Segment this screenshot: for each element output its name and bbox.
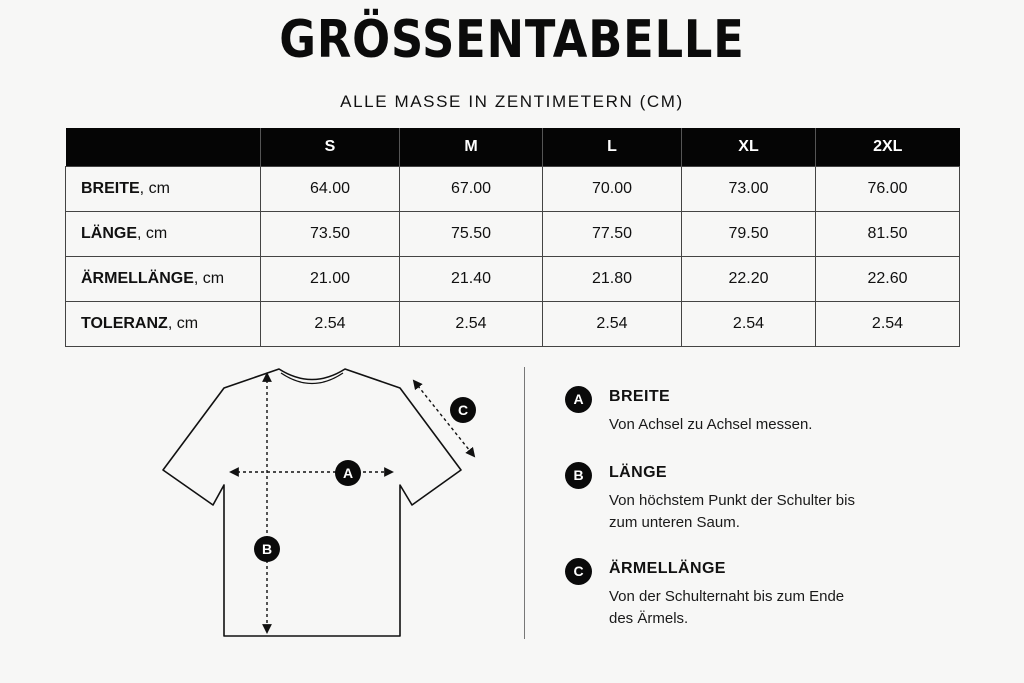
page-title: GRÖSSENTABELLE [279,10,745,70]
legend-badge-a: A [565,386,592,413]
table-cell: 73.00 [682,167,816,212]
legend-title: ÄRMELLÄNGE [609,560,726,577]
table-cell: 77.50 [543,212,682,257]
row-label-unit: , cm [139,180,170,197]
table-cell: 2.54 [816,302,960,347]
row-label-laenge [66,212,261,257]
tshirt-diagram [150,355,490,645]
row-label-aermellaenge [66,257,261,302]
table-cell: 22.60 [816,257,960,302]
legend-description: Von der Schulternaht bis zum Ende des Ärmels. [609,588,845,627]
table-header-size-2xl: 2XL [816,128,960,167]
table-cell: 2.54 [400,302,543,347]
size-table [65,128,960,347]
legend-badge-b: B [565,462,592,489]
table-cell: 81.50 [816,212,960,257]
row-label-toleranz [66,302,261,347]
table-row [66,212,960,257]
marker-a-badge [335,460,361,486]
row-label-name: BREITE [81,180,140,197]
table-cell: 21.40 [400,257,543,302]
table-cell: 67.00 [400,167,543,212]
marker-c-badge [450,397,476,423]
table-cell: 73.50 [261,212,400,257]
table-header-size-l: L [543,128,682,167]
table-cell: 2.54 [543,302,682,347]
marker-b-badge [254,536,280,562]
vertical-divider [524,367,525,639]
table-row [66,302,960,347]
table-cell: 75.50 [400,212,543,257]
legend-badge-c: C [565,558,592,585]
table-header-size-s: S [261,128,400,167]
table-cell: 64.00 [261,167,400,212]
row-label-name: ÄRMELLÄNGE [81,270,194,287]
table-cell: 21.00 [261,257,400,302]
marker-b-label: B [261,541,273,557]
row-label-unit: , cm [193,270,225,287]
table-row [66,167,960,212]
table-header-row [66,128,960,167]
page-subtitle: ALLE MASSE IN ZENTIMETERN (CM) [340,92,684,111]
legend-title: LÄNGE [609,464,667,481]
row-label-breite [66,167,261,212]
table-header-size-m: M [400,128,543,167]
legend-description: Von höchstem Punkt der Schulter bis zum unteren Saum. [609,492,855,531]
tshirt-outline [163,369,461,636]
table-cell: 22.20 [682,257,816,302]
table-cell: 76.00 [816,167,960,212]
table-row [66,257,960,302]
table-cell: 70.00 [543,167,682,212]
table-cell: 79.50 [682,212,816,257]
row-label-unit: , cm [137,225,168,242]
row-label-name: TOLERANZ [81,315,168,332]
table-cell: 2.54 [682,302,816,347]
row-label-unit: , cm [167,315,199,332]
legend-description: Von Achsel zu Achsel messen. [609,416,813,433]
marker-a-label: A [342,465,354,481]
row-label-name: LÄNGE [81,225,137,242]
legend-title: BREITE [609,388,671,405]
table-cell: 2.54 [261,302,400,347]
table-cell: 21.80 [543,257,682,302]
table-header-empty [66,128,261,167]
marker-c-label: C [457,402,469,418]
table-header-size-xl: XL [682,128,816,167]
